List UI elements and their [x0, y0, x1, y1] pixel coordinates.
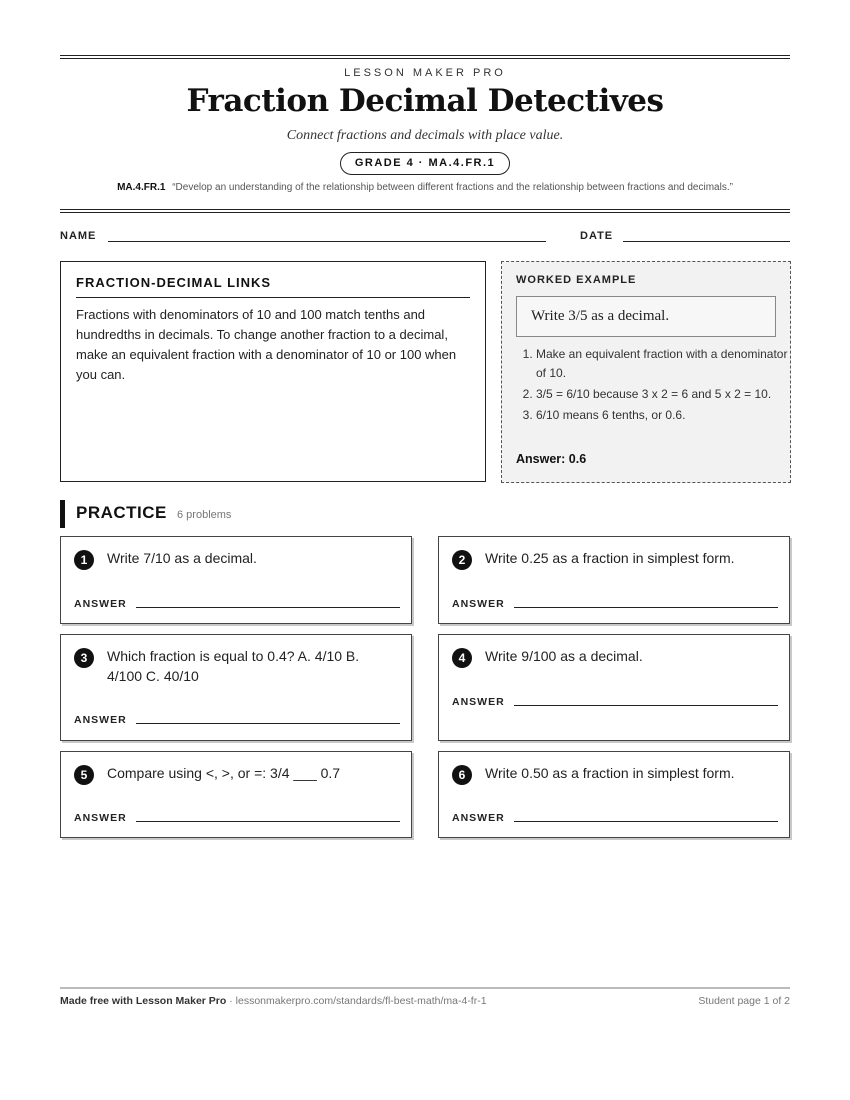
answer-label: ANSWER [452, 696, 505, 708]
standard-statement [60, 182, 790, 193]
concept-box [60, 261, 486, 482]
brand-name: LESSON MAKER PRO [344, 67, 506, 79]
answer-label: ANSWER [74, 812, 127, 824]
worked-example-answer: Answer: 0.6 [516, 452, 587, 466]
problem-card-6 [438, 751, 790, 838]
concept-title: FRACTION-DECIMAL LINKS [76, 275, 272, 290]
footer-url: · lessonmakerpro.com/standards/fl-best-math/ma-4-fr-1 [226, 995, 487, 1007]
answer-label: ANSWER [452, 598, 505, 610]
problem-card-1 [60, 536, 412, 624]
problem-card-3 [60, 634, 412, 741]
problem-prompt: Write 0.25 as a fraction in simplest form. [485, 550, 735, 566]
problem-number-badge: 5 [74, 765, 94, 785]
header-bottom-rule [60, 209, 790, 210]
problem-prompt: Which fraction is equal to 0.4? A. 4/10 B. 4/100 C. 40/10 [107, 648, 360, 684]
answer-field-3[interactable] [136, 723, 400, 724]
concept-body: Fractions with denominators of 10 and 100 match tenths and hundredths in decimals. To change another fraction to a decimal, make an equivalent fraction with a denominator of 10 or 100 when you can. [76, 307, 457, 382]
concept-divider [76, 297, 470, 298]
grade-badge: GRADE 4 · MA.4.FR.1 [340, 152, 510, 175]
practice-count: 6 problems [177, 509, 232, 521]
answer-label: ANSWER [74, 598, 127, 610]
footer-rule [60, 987, 790, 989]
answer-field-4[interactable] [514, 705, 778, 706]
worked-example-step: 1. Make an equivalent fraction with a denominator of 10. [536, 345, 794, 383]
name-label: NAME [60, 230, 97, 242]
answer-label: ANSWER [452, 812, 505, 824]
problem-prompt: Compare using <, >, or =: 3/4 ___ 0.7 [107, 765, 341, 781]
practice-accent-bar [60, 500, 65, 528]
answer-field-5[interactable] [136, 821, 400, 822]
answer-label: ANSWER [74, 714, 127, 726]
answer-field-2[interactable] [514, 607, 778, 608]
problem-card-5 [60, 751, 412, 838]
worked-example-step: 2. 3/5 = 6/10 because 3 x 2 = 6 and 5 x 2 = 10. [536, 385, 794, 404]
worked-example-question: Write 3/5 as a decimal. [516, 296, 776, 337]
problem-number-badge: 3 [74, 648, 94, 668]
footer-page-number: Student page 1 of 2 [698, 995, 790, 1007]
worked-example-box [501, 261, 791, 483]
footer-made-with: Made free with Lesson Maker Pro [60, 995, 227, 1007]
worked-example-step: 3. 6/10 means 6 tenths, or 0.6. [536, 406, 794, 425]
answer-field-6[interactable] [514, 821, 778, 822]
practice-title: PRACTICE [76, 503, 167, 522]
problem-number-badge: 1 [74, 550, 94, 570]
date-field[interactable] [623, 241, 790, 242]
standard-text: “Develop an understanding of the relationship between different fractions and the relationship between fractions and decimals.” [172, 182, 733, 193]
worksheet-page [60, 0, 790, 1100]
worked-example-steps [516, 345, 794, 427]
date-label: DATE [580, 230, 614, 242]
problem-number-badge: 2 [452, 550, 472, 570]
standard-code: MA.4.FR.1 [117, 182, 166, 193]
answer-field-1[interactable] [136, 607, 400, 608]
problem-prompt: Write 7/10 as a decimal. [107, 550, 257, 566]
problem-prompt: Write 0.50 as a fraction in simplest form. [485, 765, 735, 781]
footer-credit [60, 995, 487, 1007]
worksheet-subtitle: Connect fractions and decimals with place value. [286, 128, 564, 143]
header-top-rule [60, 55, 790, 56]
problem-number-badge: 4 [452, 648, 472, 668]
problem-prompt: Write 9/100 as a decimal. [485, 648, 643, 664]
problem-card-4 [438, 634, 790, 741]
problem-card-2 [438, 536, 790, 624]
worksheet-title: Fraction Decimal Detectives [186, 83, 664, 119]
worked-example-label: WORKED EXAMPLE [516, 274, 637, 286]
name-field[interactable] [108, 241, 546, 242]
problem-number-badge: 6 [452, 765, 472, 785]
